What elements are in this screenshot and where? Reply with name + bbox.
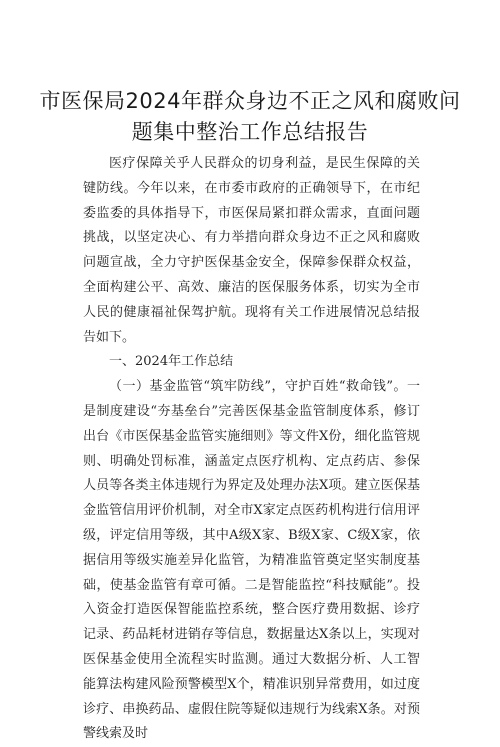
- title-line-2: 题集中整治工作总结报告: [131, 120, 369, 144]
- title-line-1: 市医保局2024年群众身边不正之风和腐败问: [39, 89, 461, 113]
- document-title: [0, 86, 500, 148]
- intro-paragraph: 医疗保障关乎人民群众的切身利益，是民生保障的关键防线。今年以来，在市委市政府的正确领导下，在市纪委监委的具体指导下，市医保局紧扣群众需求，直面问题挑战，以坚定决心、有力举措向群众身边不正之风和腐败问题宣战，全力守护医保基金安全，保障参保群众权益，全面构建公平、高效、廉洁的医保服务体系，切实为全市人民的健康福祉保驾护航。现将有关工作进展情况总结报告如下。: [83, 156, 420, 345]
- document-body: [83, 152, 420, 747]
- section-heading: 一、2024年工作总结: [109, 354, 234, 370]
- subsection-paragraph: （一）基金监管“筑牢防线”，守护百姓“救命钱”。一是制度建设“夯基垒台”完善医保基金监管制度体系，修订出台《市医保基金监管实施细则》等文件X份，细化监管规则、明确处罚标准，涵盖定点医疗机构、定点药店、参保人员等各类主体违规行为界定及处理办法X项。建立医保基金监管信用评价机制，对全市X家定点医药机构进行信用评级，评定信用等级，其中A级X家、B级X家、C级X家，依据信用等级实施差异化监管，为精准监管奠定坚实制度基础，使基金监管有章可循。二是智能监控“科技赋能”。投入资金打造医保智能监控系统，整合医疗费用数据、诊疗记录、药品耗材进销存等信息，数据量达X条以上，实现对医保基金使用全流程实时监测。通过大数据分析、人工智能算法构建风险预警模型X个，精准识别异常费用，如过度诊疗、串换药品、虚假住院等疑似违规行为线索X条。对预警线索及时: [83, 379, 420, 742]
